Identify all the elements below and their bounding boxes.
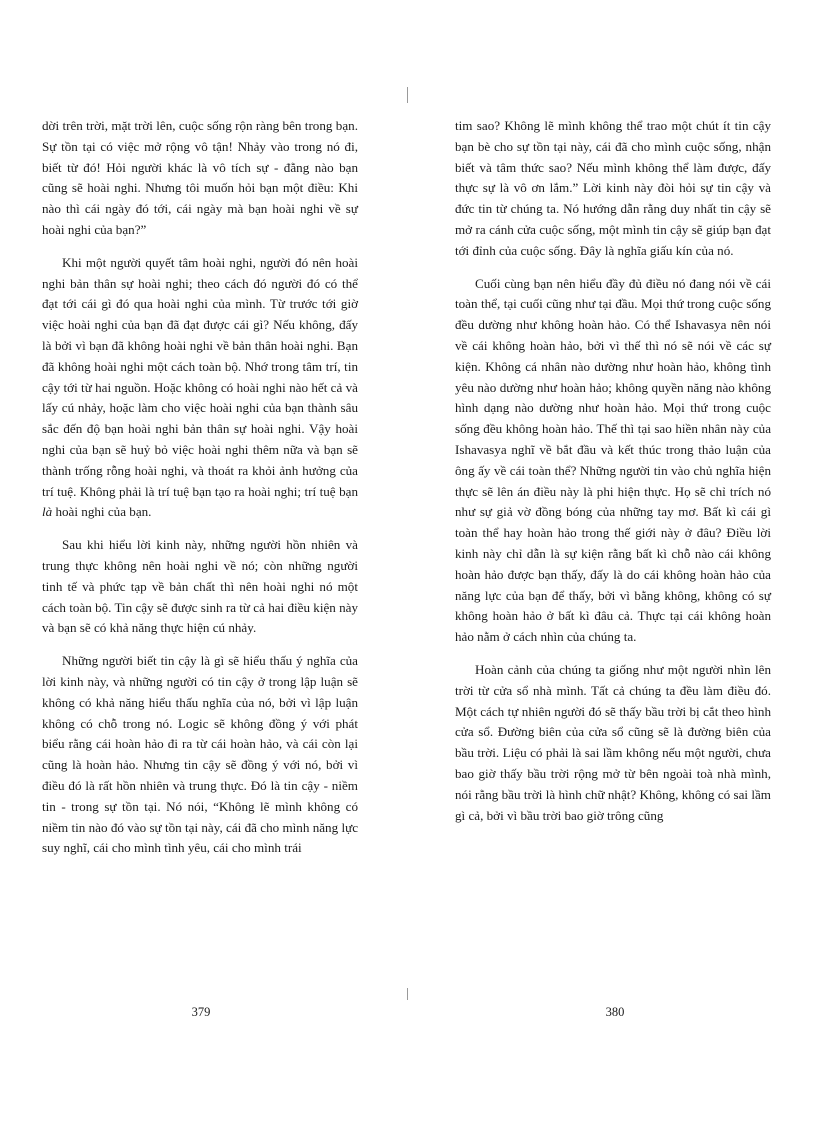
paragraph	[42, 116, 358, 241]
page-number-left: 379	[191, 1005, 211, 1019]
paragraph	[455, 660, 771, 826]
text-run: dời trên trời, mặt trời lên, cuộc sống rộn ràng bên trong bạn. Sự tồn tại có việc mở rộng vô tận! Nhảy vào trong nó đi, biết từ đó! Hỏi người khác là vô tích sự - đằng nào bạn cũng sẽ hoài nghi. Nhưng tôi muốn hỏi bạn một điều: Khi nào thì cái ngày đó tới, cái ngày mà bạn hoài nghi về sự hoài nghi của bạn?”	[42, 118, 358, 237]
text-run: hoài nghi của bạn.	[52, 504, 152, 520]
gutter-mark-top	[407, 87, 408, 103]
text-run: tim sao? Không lẽ mình không thể trao một chút ít tin cậy bạn bè cho sự tồn tại này, cái đã cho mình cuộc sống, nhận biết và tâm thức sao? Nếu mình không thể làm được, đấy thực sự là vô ơn lắm.” Lời kinh này đòi hỏi sự tin cậy và đức tin từ chúng ta. Nó hướng dẫn rằng duy nhất tin cậy sẽ mở ra cánh cửa cuộc sống, một mình tin cậy sẽ giúp bạn đạt tới đỉnh của cuộc sống. Đây là nghĩa giấu kín của nó.	[455, 118, 771, 258]
text-run: Những người biết tin cậy là gì sẽ hiểu thấu ý nghĩa của lời kinh này, và những người có tin cậy ở trong lập luận sẽ không có khả năng hiểu thấu nghĩa của nó, bởi vì lập luận không có chỗ trong nó. Logic sẽ không đồng ý với phát biểu rằng cái hoàn hảo đi ra từ cái hoàn hảo, và cái còn lại cũng là hoàn hảo. Nhưng tin cậy sẽ đồng ý với nó, bởi vì điều đó là rất hồn nhiên và trung thực. Đó là tin cậy - niềm tin - trong sự tồn tại. Nó nói, “Không lẽ mình không có niềm tin nào đó vào sự tồn tại này, cái đã cho mình năng lực suy nghĩ, cái cho mình tình yêu, cái cho mình trái	[42, 653, 358, 856]
paragraph	[455, 274, 771, 648]
gutter-mark-bottom	[407, 988, 408, 1000]
text-run: Hoàn cảnh của chúng ta giống như một người nhìn lên trời từ cửa sổ nhà mình. Tất cả chúng ta đều làm điều đó. Một cách tự nhiên người đó sẽ thấy bầu trời bị cắt theo hình cửa sổ. Đường biên của cửa sổ cũng sẽ là đường biên của bầu trời. Liệu có phải là sai lầm không nếu một người, chưa bao giờ thấy bầu trời rộng mở từ bên ngoài toà nhà mình, nói rằng bầu trời là hình chữ nhật? Không, không có sai lầm gì cả, bởi vì bầu trời bao giờ trông cũng	[455, 661, 771, 823]
paragraph	[42, 651, 358, 859]
emphasis-text: là	[42, 504, 53, 520]
paragraph	[42, 535, 358, 639]
text-run: Sau khi hiểu lời kinh này, những người hồn nhiên và trung thực không nên hoài nghi về nó; còn những người tinh tế và phức tạp về bản chất thì nên hoài nghi nó một cách toàn bộ. Tin cậy sẽ được sinh ra từ cả hai điều kiện này và bạn sẽ có khả năng thực hiện cú nhảy.	[42, 537, 359, 636]
left-page-text	[42, 116, 358, 871]
text-run: Cuối cùng bạn nên hiểu đầy đủ điều nó đang nói về cái toàn thể, tại cuối cũng như tại đầu. Mọi thứ trong cuộc sống đều dường như không hoàn hảo. Có thể Ishavasya nên nói về cái không hoàn hảo, bởi vì thế thì nó sẽ nói về các sự kiện. Không cá nhân nào dường như hoàn hảo, không tình yêu nào dường như hoàn hảo; không quyền năng nào không hình dạng nào dường như hoàn hảo. Mọi thứ trong cuộc sống đều không hoàn hảo. Thế thì tại sao hiền nhân này của Ishavasya nghĩ về bắt đầu và kết thúc trong thảo luận của ông ấy về cái toàn thể? Những người tin vào chủ nghĩa hiện thực sẽ lên án điều này là phi hiện thực. Họ sẽ chỉ trích nó như sự giả vờ đồng bóng của những tay mơ. Bất kì cái gì toàn thể hay hoàn hảo trong thế giới này ở đâu? Điều lời kinh này chỉ dẫn là sự kiện rằng bất kì chỗ nào cái không hoàn hảo được bạn thấy, đấy là do cái không hoàn hảo của năng lực của bạn để thấy, bởi vì bằng không, không có sự không hoàn hảo ở bất kì đâu cả. Thực tại cái không hoàn hảo nằm ở cách nhìn của chúng ta.	[455, 275, 771, 645]
right-page-text	[455, 116, 771, 838]
paragraph	[42, 253, 358, 523]
paragraph	[455, 116, 771, 262]
text-run: Khi một người quyết tâm hoài nghi, người đó nên hoài nghi bản thân sự hoài nghi; theo cách đó người đó có thể đạt tới cái gì đó qua hoài nghi của mình. Từ trước tới giờ việc hoài nghi của bạn đã đạt được cái gì? Nếu không, đấy là bởi vì bạn đã không hoài nghi về bản thân hoài nghi. Bạn đã không hoài nghi một cách toàn bộ. Nhớ trong tâm trí, tin cậy tới từ hai nguồn. Hoặc không có hoài nghi nào hết cả và lấy cú nhảy, hoặc làm cho việc hoài nghi của bạn thành sâu sắc đến độ bạn hoài nghi bản thân sự hoài nghi. Vậy hoài nghi của bạn sẽ huỷ bỏ việc hoài nghi thêm nữa và bạn sẽ thành trống rỗng hoài nghi, và thoát ra khỏi ảnh hưởng của trí tuệ. Không phải là trí tuệ bạn tạo ra hoài nghi; trí tuệ bạn	[42, 254, 358, 499]
page-number-right: 380	[605, 1005, 625, 1019]
